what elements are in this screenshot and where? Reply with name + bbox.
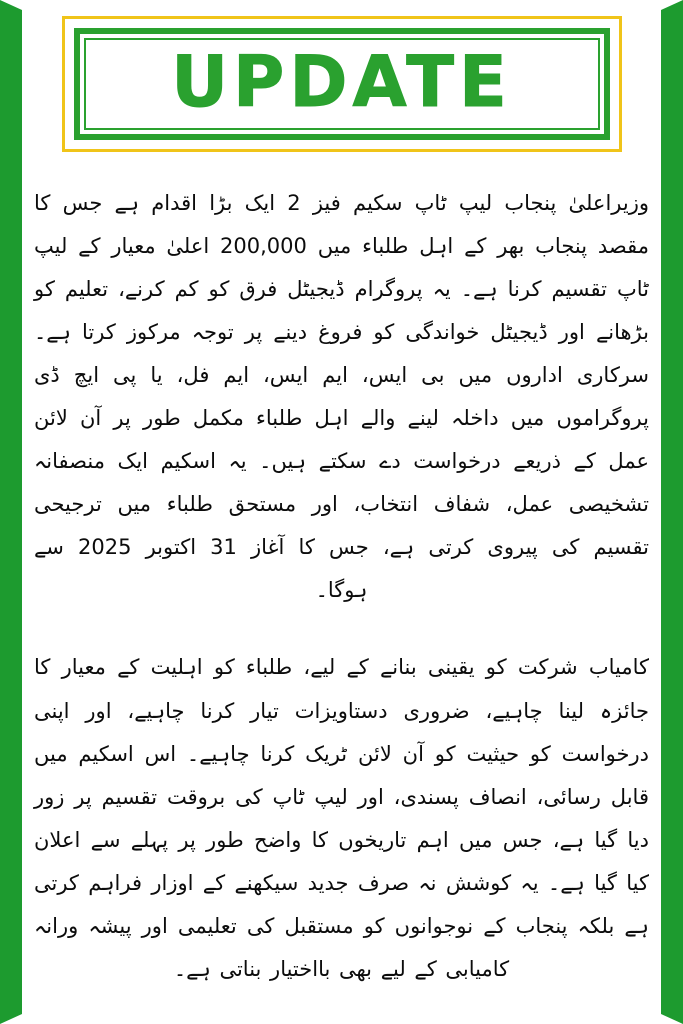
paragraph-2: کامیاب شرکت کو یقینی بنانے کے لیے، طلباء کو اہلیت کے معیار کا جائزہ لینا چاہیے، ضروری دستاویزات تیار کرنا چاہیے، اور اپنی درخواست کو حیثیت کو آن لائن ٹریک کرنا چاہیے۔ اس اسکیم میں قابل رسائی، انصاف پسندی، اور لیپ ٹاپ کی بروقت تقسیم پر زور دیا گیا ہے، جس میں اہم تاریخوں کا واضح طور پر پہلے سے اعلان کیا گیا ہے۔ یہ کوشش نہ صرف جدید سیکھنے کے اوزار فراہم کرتی ہے بلکہ پنجاب کے نوجوانوں کو مستقبل کی تعلیمی اور پیشہ ورانہ کامیابی کے لیے بھی بااختیار بناتی ہے۔ <box>34 655 649 981</box>
update-stamp <box>62 16 622 152</box>
document-content <box>28 8 655 1016</box>
update-stamp-label: UPDATE <box>171 41 512 123</box>
update-stamp-frame <box>74 28 610 140</box>
paragraph-1: وزیراعلیٰ پنجاب لیپ ٹاپ سکیم فیز 2 ایک بڑا اقدام ہے جس کا مقصد پنجاب بھر کے اہل طلباء میں 200,000 اعلیٰ معیار کے لیپ ٹاپ تقسیم کرنا ہے۔ یہ پروگرام ڈیجیٹل فرق کو کم کرنے، تعلیم کو بڑھانے اور ڈیجیٹل خواندگی کو فروغ دینے پر توجہ مرکوز کرتا ہے۔ سرکاری اداروں میں بی ایس، ایم ایس، ایم فل، یا پی ایچ ڈی پروگراموں میں داخلہ لینے والے اہل طلباء مکمل طور پر آن لائن عمل کے ذریعے درخواست دے سکتے ہیں۔ یہ اسکیم ایک منصفانہ تشخیصی عمل، شفاف انتخاب، اور مستحق طلباء میں ترجیحی تقسیم کی پیروی کرتی ہے، جس کا آغاز 31 اکتوبر 2025 سے ہوگا۔ <box>34 191 649 603</box>
